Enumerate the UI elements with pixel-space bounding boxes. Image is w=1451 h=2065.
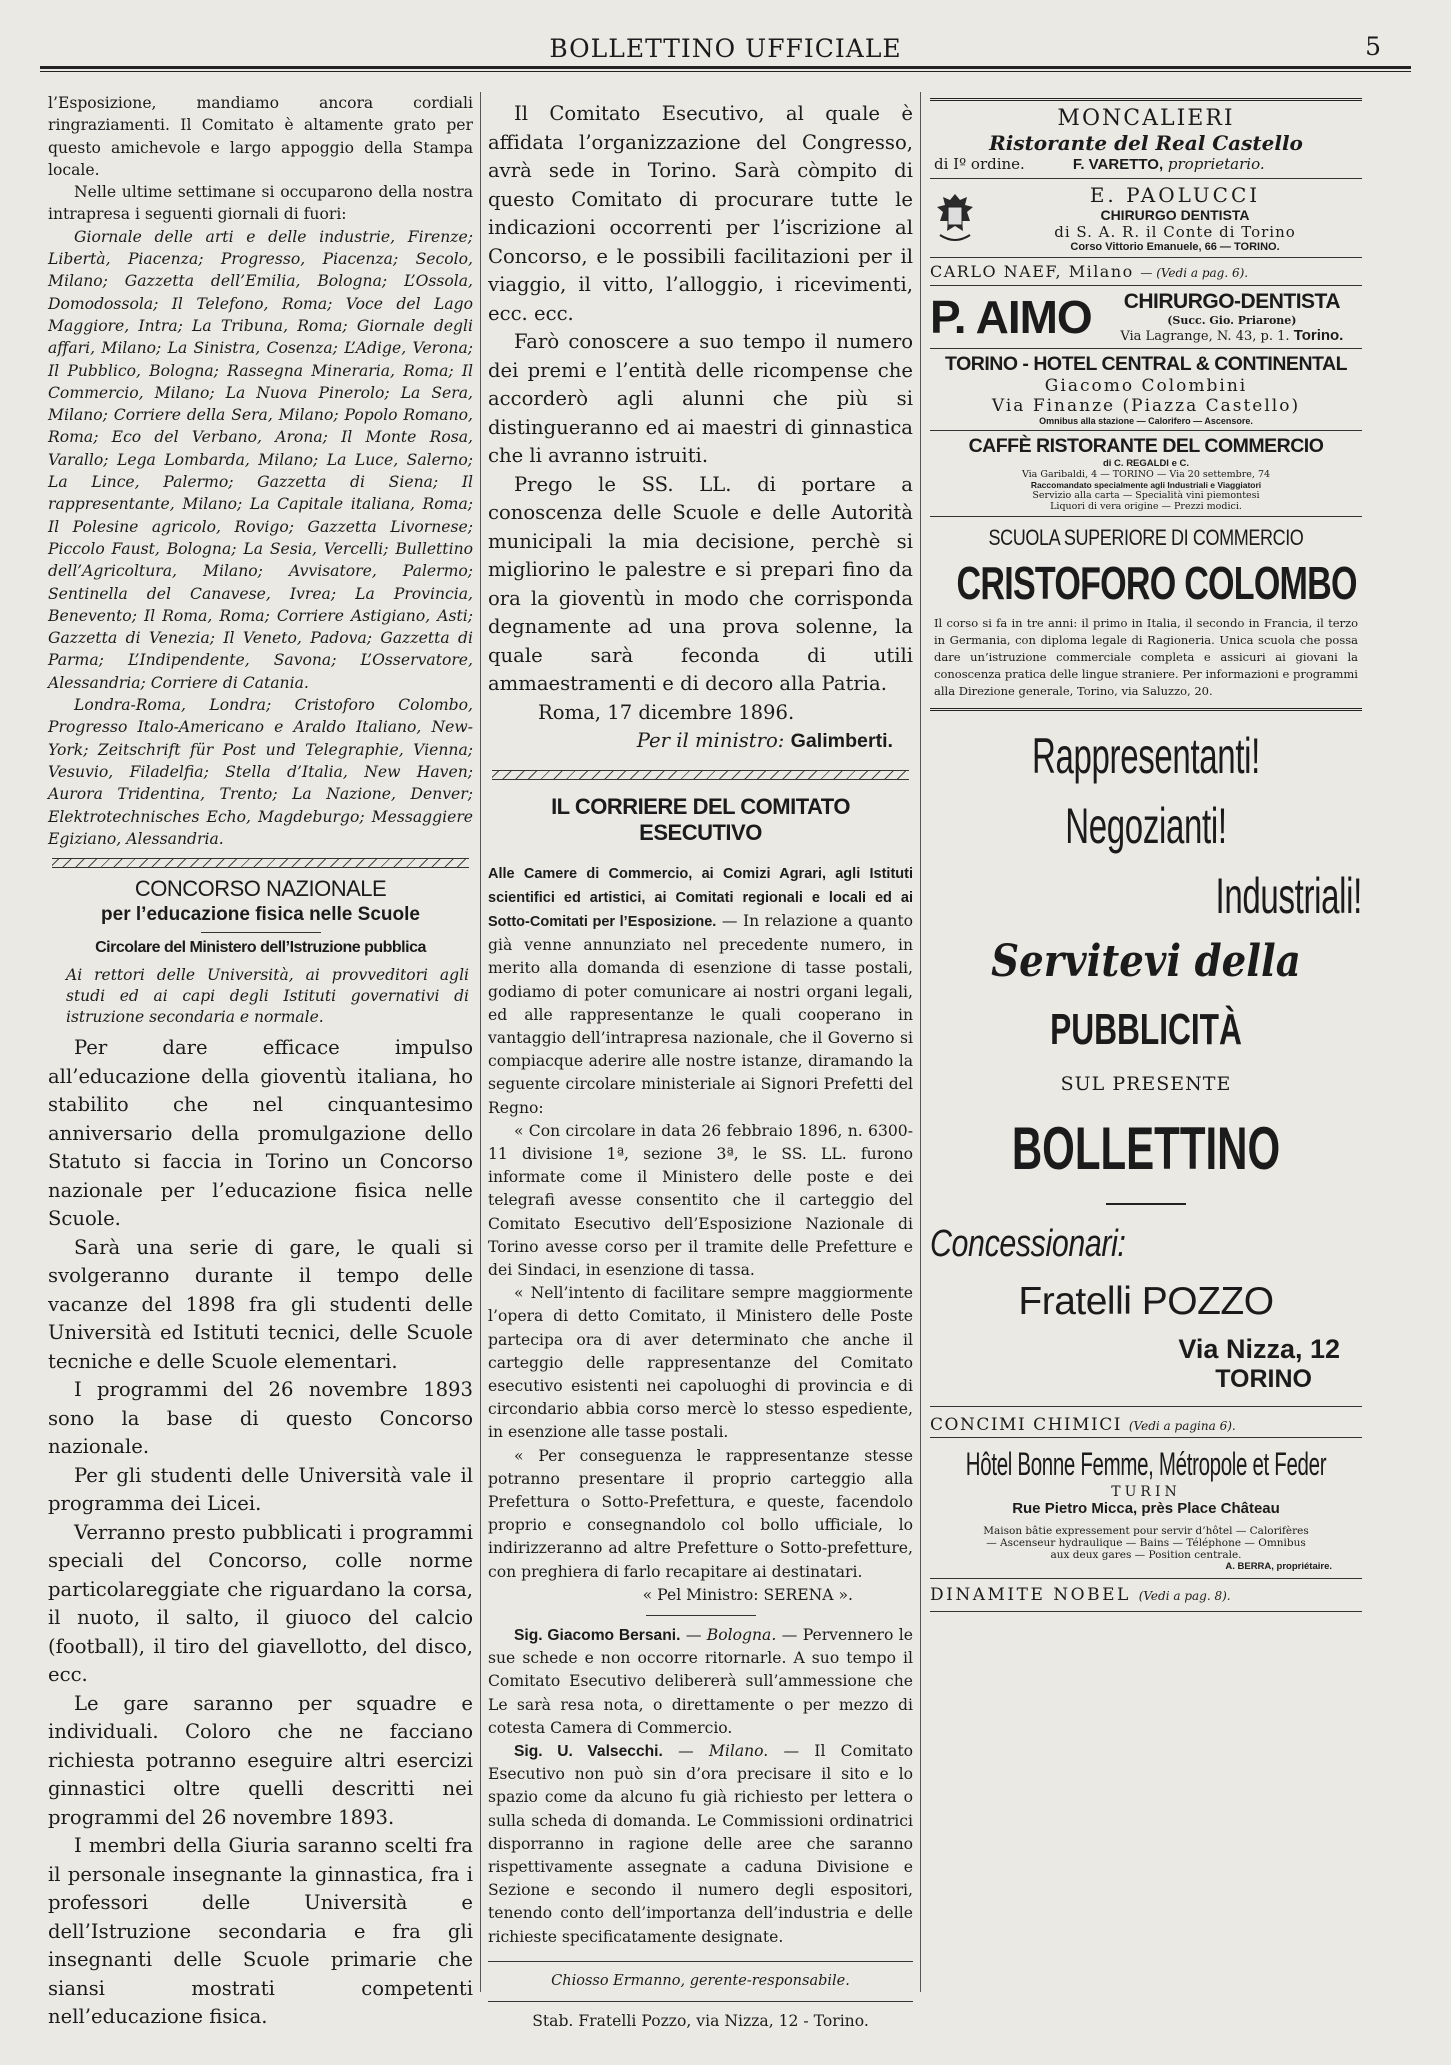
corriere-paragraph — [488, 862, 913, 1120]
aimo-succ: (Succ. Gio. Priarone) — [1167, 314, 1297, 327]
intro-paragraph: l’Esposizione, mandiamo ancora cordiali ringraziamenti. Il Comitato è altamente grato per questo amichevole e largo appoggio della Stampa locale. — [48, 94, 473, 179]
footer-rule — [488, 1961, 913, 1962]
pub-industriali: Industriali! — [1215, 868, 1362, 924]
ad-caffe — [930, 431, 1362, 517]
pub-bollettino: BOLLETTINO — [1011, 1115, 1281, 1182]
caffe-recommendation: Raccomandato specialmente agli Industriali e Viaggiatori — [1030, 480, 1262, 490]
paolucci-line: di S. A. R. il Conte di Torino — [1054, 223, 1296, 241]
hotel-central-owner: Giacomo Colombini — [1044, 376, 1248, 396]
addressees: Ai rettori delle Università, ai provveditori agli studi ed ai capi degli Istituti governativi di istruzione secondaria e normale. — [66, 966, 469, 1027]
valsecchi-name: Sig. U. Valsecchi. — [514, 1743, 663, 1761]
pub-sul-presente: SUL PRESENTE — [1060, 1073, 1232, 1095]
pub-rule — [1106, 1203, 1186, 1205]
reply-valsecchi — [488, 1740, 913, 1949]
page-number: 5 — [1365, 32, 1381, 61]
bonne-femme-city: TURIN — [1111, 1484, 1181, 1500]
aimo-city: Torino. — [1293, 327, 1344, 344]
ad-bonne-femme — [930, 1438, 1362, 1579]
section-rule — [646, 1615, 756, 1616]
moncalieri-line: Ristorante del Real Castello — [989, 131, 1303, 155]
page-title: BOLLETTINO UFFICIALE — [549, 34, 902, 63]
column-left — [48, 92, 473, 2032]
concorso-title: CONCORSO NAZIONALE — [134, 876, 387, 902]
pub-negozianti: Negozianti! — [1065, 798, 1227, 854]
pub-pubblicita: PUBBLICITÀ — [1050, 1005, 1242, 1054]
dinamite-ref: (Vedi a pag. 8). — [1138, 1589, 1231, 1603]
naef-name: CARLO NAEF, Milano — [930, 262, 1134, 281]
signature-prefix: Per il ministro: — [636, 729, 785, 752]
corriere-lead: Alle Camere di Commercio, ai Comizi Agrari, agli Istituti scientifici ed artistici, ai Comitati regionali e locali ed ai Sotto-Comitati per l’Esposizione. — [488, 865, 913, 930]
ad-naef — [930, 258, 1362, 286]
caffe-liquori: Liquori di vera origine — Prezzi modici. — [1050, 501, 1242, 512]
concorso-paragraph: I membri della Giuria saranno scelti fra il personale insegnante la ginnastica, fra i professori delle Università e dell’Istruzione secondaria e fra gli insegnanti delle Scuole primarie che siansi mostrati competenti nell’educazione fisica. — [48, 1834, 473, 2029]
hotel-central-note: Omnibus alla stazione — Calorifero — Ascensore. — [1039, 416, 1253, 426]
aimo-name: P. AIMO — [930, 291, 1092, 343]
dinamite-name: DINAMITE NOBEL — [930, 1585, 1131, 1605]
reply-bersani — [488, 1624, 913, 1740]
header-rule — [40, 66, 1411, 69]
corriere-paragraph: « Con circolare in data 26 febbraio 1896, n. 6300-11 divisione 1ª, sezione 3ª, le SS. LL. furono informate come il Ministero delle poste e dei telegrafi avesse consentito che il carteggio del Comitato Esecutivo dell’Esposizione Nazionale di Torino avesse corso per il tramite delle Prefetture e dei Sindaci, in esenzione di tassa. — [488, 1121, 913, 1279]
ad-hotel-central — [930, 349, 1362, 431]
ad-dinamite — [930, 1579, 1362, 1612]
pub-concessionari: Concessionari: — [930, 1223, 1126, 1265]
concorso-paragraph: Verranno presto pubblicati i programmi speciali del Concorso, colle norme particolareggiate che riguardano la corsa, il nuoto, il salto, il giuoco del calcio (football), il tiro del giavellotto, del disco, ecc. — [48, 1520, 473, 1687]
bonne-femme-line2: — Ascenseur hydraulique — Bains — Téléphone — Omnibus — [986, 1537, 1306, 1549]
column-ads — [930, 98, 1362, 1612]
concorso-paragraph: Per dare efficace impulso all’educazione della gioventù italiana, ho stabilito che nel cinquantesimo anniversario della promulgazione dello Statuto si faccia in Torino un Concorso nazionale per l’educazione fisica nelle Scuole. — [48, 1036, 473, 1231]
pub-rappresentanti: Rappresentanti! — [1031, 728, 1261, 784]
gerente-line: Chiosso Ermanno, gerente-responsabile. — [551, 1972, 850, 1989]
moncalieri-owner: F. VARETTO, — [1072, 156, 1164, 173]
bonne-femme-owner: A. BERRA, propriétaire. — [1225, 1561, 1332, 1572]
circolare-title: Circolare del Ministero dell’Istruzione pubblica — [95, 939, 426, 957]
hotel-central-title: TORINO - HOTEL CENTRAL & CONTINENTAL — [945, 353, 1347, 375]
ministry-paragraph: Farò conoscere a suo tempo il numero dei premi e l’entità delle ricompense che accorderò agli alunni che più si distingueranno ed ai maestri di ginnastica che li avranno istruiti. — [488, 330, 913, 467]
title-rule — [201, 932, 321, 933]
concorso-subtitle: per l’educazione fisica nelle Scuole — [101, 904, 420, 926]
valsecchi-text: Il Comitato Esecutivo non può sin d’ora precisare il sito e lo spazio come da alcuno fu già richiesto per lettera o sulla scheda di domanda. Le Commissioni ordinatrici disporranno in ragione delle aree che saranno rispettivamente assegnate a caduna Divisione e Sezione e secondo il numero degli espositori, tenendo conto dell’importanza dell’industria e delle richieste specificatamente designate. — [488, 1742, 913, 1946]
concorso-paragraph: I programmi del 26 novembre 1893 sono la base di questo Concorso nazionale. — [48, 1378, 473, 1459]
newspapers-list: Giornale delle arti e delle industrie, Firenze; Libertà, Piacenza; Progresso, Piacenza; Secolo, Milano; Gazzetta dell’Emilia, Bologna; L’Ossola, Domodossola; Il Telefono, Roma; Voce del Lago Maggiore, Intra; La Tribuna, Roma; Giornale degli affari, Milano; La Sinistra, Cosenza; L’Adige, Verona; Il Pubblico, Bologna; Rassegna Mineraria, Roma; Il Commercio, Milano; La Nuova Pinerolo; La Sera, Milano; Corriere della Sera, Milano; Popolo Romano, Roma; Eco del Verbano, Arona; Il Monte Rosa, Varallo; Lega Lombarda, Milano; La Luce, Salerno; La Lince, Palermo; Gazzetta di Siena; Il rappresentante, Milano; La Capitale italiana, Roma; Il Polesine agricolo, Rovigo; Gazzetta Livornese; Piccolo Faust, Bologna; La Sesia, Vercelli; Bullettino dell’Agricoltura, Milano; Avvisatore, Palermo; Sentinella del Canavese, Ivrea; La Provincia, Benevento; Il Roma, Roma; Corriere Astigiano, Asti; Gazzetta di Venezia; Il Veneto, Padova; Gazzetta di Parma; L’Indipendente, Savona; L’Osservatore, Alessandria; Corriere di Catania. — [48, 227, 473, 692]
corriere-paragraph: « Per conseguenza le rappresentanze stesse potranno presentare il proprio carteggio alla Prefettura o Sotto-Prefettura, e queste, facendolo proprio e consegnandolo col bollo ufficiale, lo indirizzeranno ad altre Prefetture o Sotto-prefetture, con preghiera di farlo recapitare ai destinatari. — [488, 1446, 913, 1581]
section-divider — [52, 858, 469, 868]
hotel-central-addr: Via Finanze (Piazza Castello) — [991, 396, 1301, 416]
bersani-city: — Bologna. — — [685, 1626, 798, 1644]
bersani-text: Pervennero le sue schede e non occorre ritornarle. A suo tempo il Comitato Esecutivo delibererà sull’ammessione che Le sarà resa nota, o direttamente o per mezzo di cotesta Camera di Commercio. — [488, 1626, 913, 1737]
foreign-newspapers-list: Londra-Roma, Londra; Cristoforo Colombo, Progresso Italo-Americano e Araldo Italiano, New-York; Zeitschrift für Post und Telegraphie, Vienna; Vesuvio, Filadelfia; Stella d’Italia, New Haven; Aurora Tridentina, Trento; La Nazione, Denver; Elektrotechnisches Echo, Magdeburgo; Messaggiere Egiziano, Alessandria. — [48, 696, 473, 848]
ad-concimi — [930, 1407, 1362, 1438]
column-divider — [480, 92, 481, 1992]
ministry-paragraph: Prego le SS. LL. di portare a conoscenza delle Scuole e delle Autorità municipali la mia decisione, perchè si migliorino le palestre e si prepari fino da ora la gioventù in modo che corrisponda degnamente ad una prova solenne, la quale sarà feconda di utili ammaestramenti e di decoro alla Patria. — [488, 472, 913, 695]
header-rule-thin — [40, 71, 1411, 72]
bonne-femme-line3: aux deux gares — Position centrale. — [1050, 1549, 1242, 1561]
moncalieri-order: di Iº ordine. — [934, 155, 1025, 173]
ad-paolucci — [930, 179, 1362, 258]
naef-ref: — (Vedi a pag. 6). — [1140, 266, 1249, 280]
footer-rule — [488, 2001, 913, 2002]
valsecchi-city: — Milano. — — [678, 1742, 800, 1761]
concorso-paragraph: Per gli studenti delle Università vale il programma dei Licei. — [48, 1463, 473, 1516]
letter-signature — [488, 727, 913, 756]
ad-moncalieri — [930, 107, 1362, 179]
aimo-role: CHIRURGO-DENTISTA — [1123, 290, 1340, 313]
paolucci-role: CHIRURGO DENTISTA — [1100, 207, 1250, 223]
pub-servitevi: Servitevi della — [991, 936, 1301, 987]
bonne-femme-title: Hôtel Bonne Femme, Métropole et Feder — [965, 1446, 1327, 1482]
corriere-intro: — In relazione a quanto già venne annunziato nel precedente numero, in merito alla domanda di esenzione di tasse postali, godiamo di poter comunicare ai nostri organi legali, ed alle rappresentanze le quali cooperano in vantaggio dell’intrapresa nazionale, che il Governo si compiacque aderire alle nostre istanze, diramando la seguente circolare ministeriale ai Signori Prefetti del Regno: — [488, 911, 913, 1117]
concimi-ref: (Vedi a pagina 6). — [1128, 1419, 1236, 1433]
column-divider — [920, 92, 921, 1992]
concorso-paragraph: Sarà una serie di gare, le quali si svolgeranno durante il tempo delle vacanze del 1898 fra gli studenti delle Università ed Istituti tecnici, delle Scuole tecniche e delle Scuole elementari. — [48, 1235, 473, 1373]
column-middle — [488, 100, 913, 2033]
scuola-title: SCUOLA SUPERIORE DI COMMERCIO — [988, 525, 1304, 550]
caffe-service: Servizio alla carta — Specialità vini piemontesi — [1032, 490, 1260, 501]
scuola-name: CRISTOFORO COLOMBO — [956, 557, 1357, 609]
ads-top-rule — [930, 98, 1362, 101]
bonne-femme-line1: Maison bâtie expressement pour servir d’hôtel — Calorifères — [983, 1525, 1309, 1537]
concorso-paragraph: Le gare saranno per squadre e individuali. Coloro che ne facciano richiesta potranno eseguire altri esercizi ginnastici oltre quelli descritti nei programmi del 26 novembre 1893. — [48, 1691, 473, 1829]
printer-line: Stab. Fratelli Pozzo, via Nizza, 12 - Torino. — [532, 2012, 869, 2031]
caffe-addr: Via Garibaldi, 4 — TORINO — Via 20 settembre, 74 — [1021, 469, 1271, 480]
paolucci-addr: Corso Vittorio Emanuele, 66 — TORINO. — [1070, 241, 1280, 253]
caffe-owner: di C. REGALDI e C. — [1102, 458, 1190, 469]
ministry-paragraph: Il Comitato Esecutivo, al quale è affidata l’organizzazione del Congresso, avrà sede in Torino. Sarà còmpito di questo Comitato di procurare tutte le indicazioni occorrenti per l’iscrizione al Concorso, e le possibili facilitazioni per il viaggio, il vitto, l’alloggio, i ricevimenti, ecc. ecc. — [488, 102, 913, 325]
signature-name: Galimberti. — [790, 730, 893, 752]
pub-fratelli-pozzo: Fratelli POZZO — [1018, 1280, 1274, 1323]
page-header — [40, 28, 1411, 68]
aimo-addr: Via Lagrange, N. 43, p. 1. — [1120, 329, 1290, 344]
moncalieri-details — [930, 155, 1362, 174]
scuola-text: Il corso si fa in tre anni: il primo in Italia, il secondo in Francia, il terzo in Germania, con diploma legale di Ragioneria. Unica scuola che possa dare un’istruzione commerciale completa e assicuri ai giovani la conoscenza pratica delle lingue straniere. Per informazioni e programmi alla Direzione generale, Torino, via Saluzzo, 20. — [934, 616, 1358, 698]
corriere-title: IL CORRIERE DEL COMITATO ESECUTIVO — [551, 793, 850, 845]
corriere-signature: « Pel Ministro: SERENA ». — [642, 1585, 853, 1604]
paolucci-name: E. PAOLUCCI — [1089, 183, 1261, 207]
newspapers-intro: Nelle ultime settimane si occuparono della nostra intrapresa i seguenti giornali di fuori: — [48, 183, 473, 224]
ad-aimo — [930, 286, 1362, 349]
concimi-name: CONCIMI CHIMICI — [930, 1415, 1122, 1435]
pub-via-nizza: Via Nizza, 12 — [1178, 1334, 1340, 1364]
ad-scuola — [930, 517, 1362, 711]
ad-pubblicita — [930, 711, 1362, 1407]
moncalieri-title: MONCALIERI — [1057, 106, 1235, 131]
crest-icon — [930, 191, 980, 245]
pub-torino: TORINO — [1215, 1365, 1312, 1393]
letter-date: Roma, 17 dicembre 1896. — [538, 700, 795, 724]
bersani-name: Sig. Giacomo Bersani. — [514, 1627, 681, 1644]
bonne-femme-addr: Rue Pietro Micca, près Place Château — [1012, 1500, 1280, 1517]
caffe-title: CAFFÈ RISTORANTE DEL COMMERCIO — [968, 435, 1324, 457]
moncalieri-owner-role: proprietario. — [1167, 155, 1265, 173]
corriere-paragraph: « Nell’intento di facilitare sempre maggiormente l’opera di detto Comitato, il Ministero delle Poste partecipa ora di aver determinato che anche il carteggio delle rappresentanze del Comitato esecutivo esistenti nei capoluoghi di provincia e di circondario abbia corso mercè lo stesso espediente, in esenzione alle tasse postali. — [488, 1284, 913, 1442]
section-divider — [492, 770, 909, 780]
